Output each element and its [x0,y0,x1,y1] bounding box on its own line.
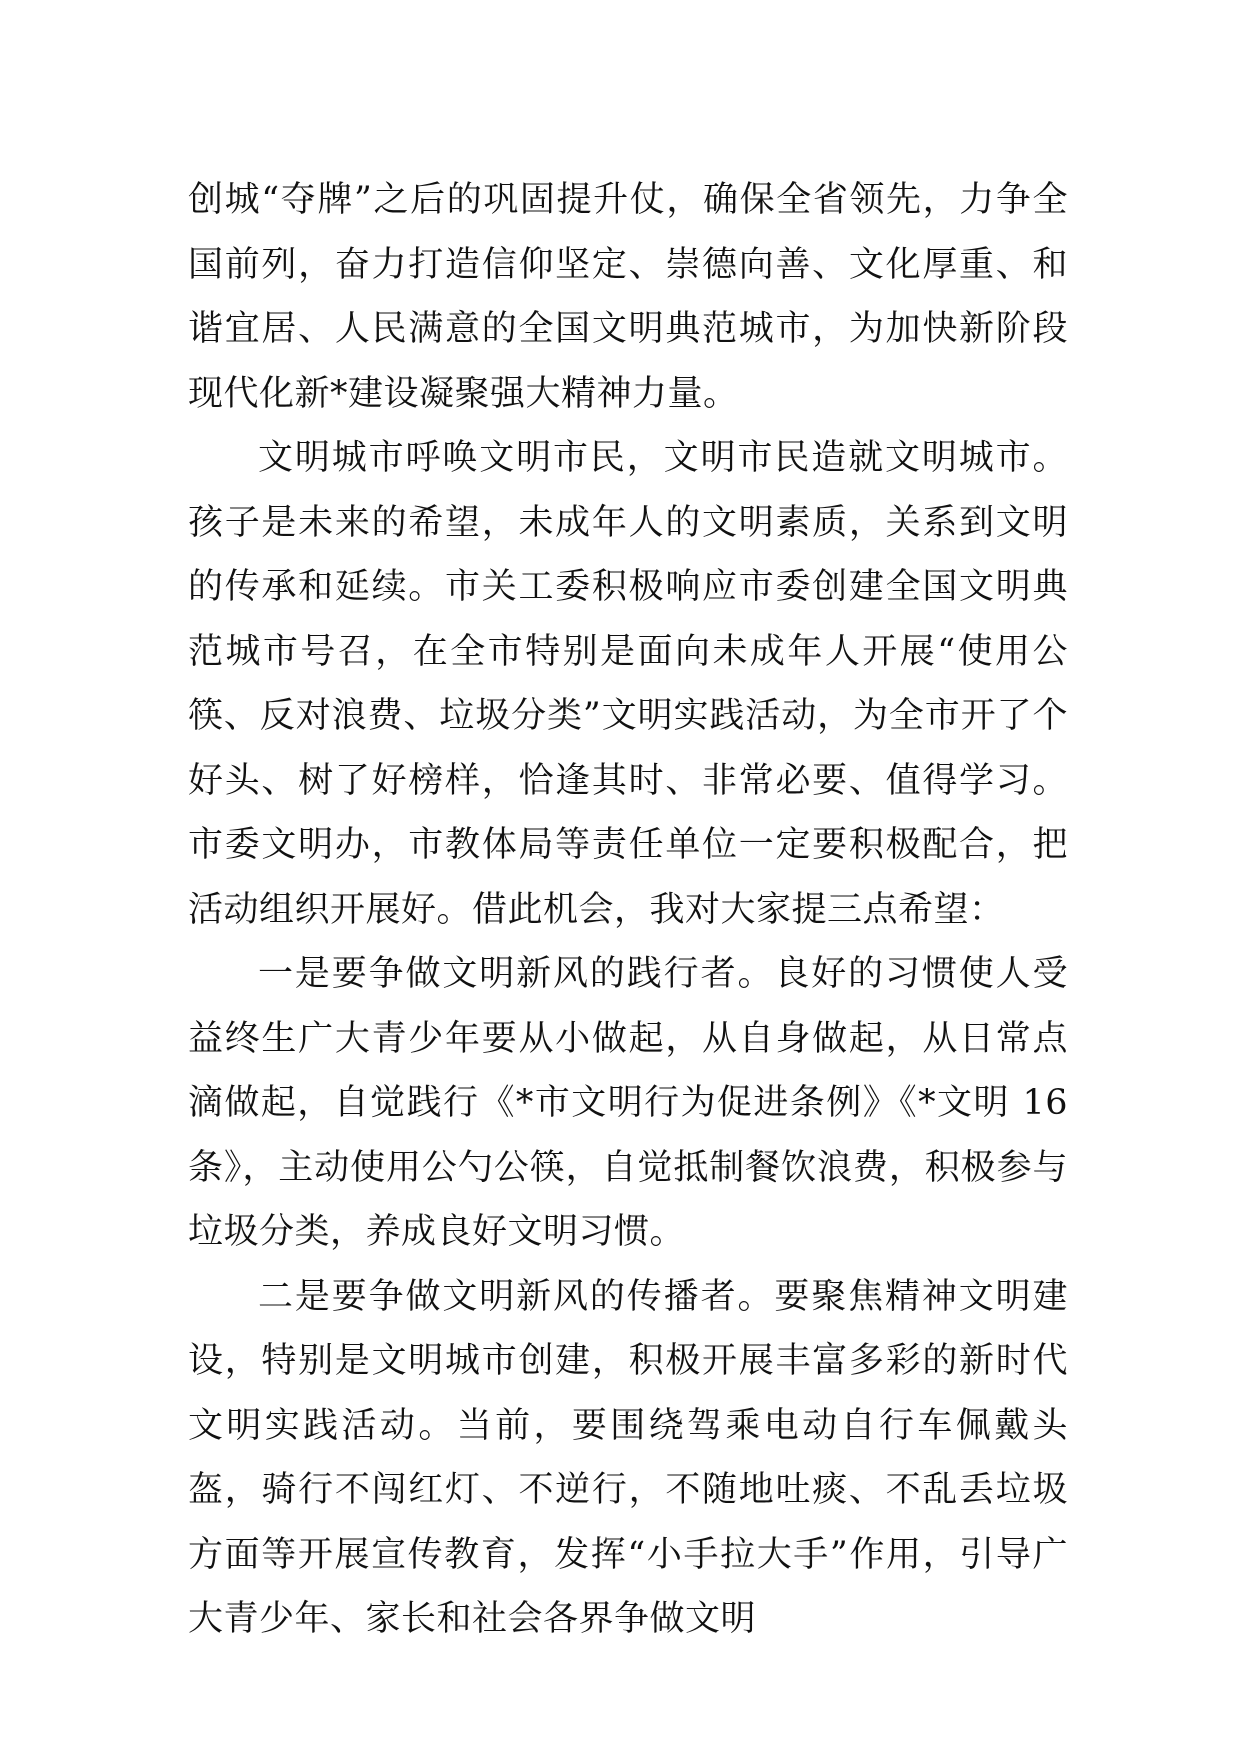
paragraph-continuation: 创城“夺牌”之后的巩固提升仗，确保全省领先，力争全国前列，奋力打造信仰坚定、崇德向善、文化厚重、和谐宜居、人民满意的全国文明典范城市，为加快新阶段现代化新*建设凝聚强大精神力量。 [188,180,1068,414]
document-body [188,168,1068,1652]
paragraph-hope-two: 二是要争做文明新风的传播者。要聚焦精神文明建设，特别是文明城市创建，积极开展丰富多彩的新时代文明实践活动。当前，要围绕驾乘电动自行车佩戴头盔，骑行不闯红灯、不逆行，不随地吐痰、不乱丢垃圾方面等开展宣传教育，发挥“小手拉大手”作用，引导广大青少年、家长和社会各界争做文明 [188,1276,1068,1639]
paragraph-hope-one: 一是要争做文明新风的践行者。良好的习惯使人受益终生广大青少年要从小做起，从自身做起，从日常点滴做起，自觉践行《*市文明行为促进条例》《*文明 16 条》，主动使用公勺公筷，自觉抵制餐饮浪费，积极参与垃圾分类，养成良好文明习惯。 [188,954,1068,1252]
paragraph-civilized-city: 文明城市呼唤文明市民，文明市民造就文明城市。孩子是未来的希望，未成年人的文明素质，关系到文明的传承和延续。市关工委积极响应市委创建全国文明典范城市号召，在全市特别是面向未成年人开展“使用公筷、反对浪费、垃圾分类”文明实践活动，为全市开了个好头、树了好榜样，恰逢其时、非常必要、值得学习。市委文明办，市教体局等责任单位一定要积极配合，把活动组织开展好。借此机会，我对大家提三点希望： [188,438,1068,930]
